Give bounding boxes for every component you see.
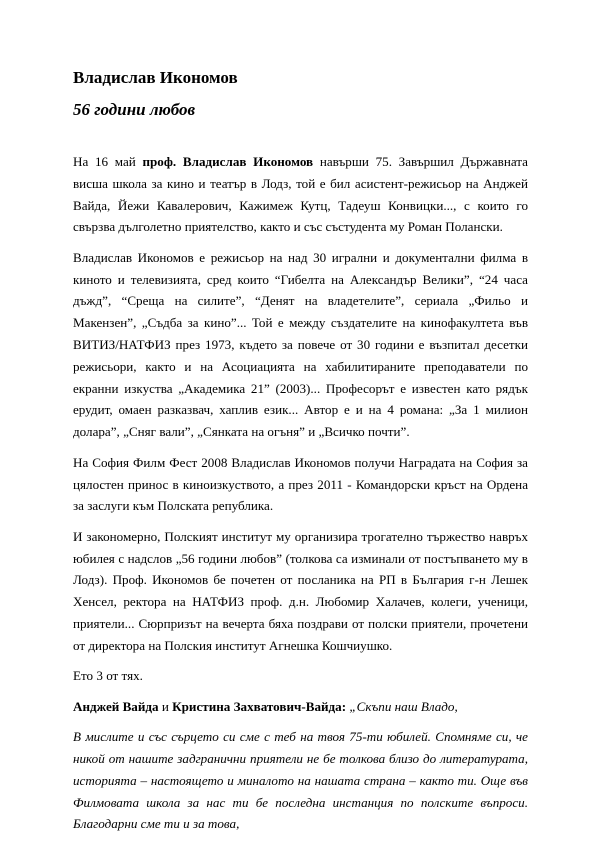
letter-text — [73, 726, 528, 835]
letter-greeting: „Скъпи наш Владо, — [346, 698, 458, 714]
letter-intro — [73, 696, 528, 718]
author-name: Владислав Икономов — [73, 68, 238, 87]
paragraph-career: Владислав Икономов е режисьор на над 30 игрални и документални филма в киното и телевизията, сред които “Гибелта на Александър Велики”, “24 часа дъжд”, “Среща на силите”, “Денят на владетелите”, сериала „Фильо и Макензен”, „Съдба за кино”... Той е между създателите на кинофакултета във ВИТИЗ/НАТФИЗ през 1973, където за повече от 30 години е възпитал десетки режисьори, както и на Асоциацията на хабилитираните преподаватели по екранни изкуства „Академика 21” (2003)... Професорът е известен като рядък ерудит, омаен разказвач, хаплив език... Автор е и на 4 романа: „За 1 милион долара”, „Сняг вали”, „Сянката на огъня” и „Всичко почти”. — [73, 249, 528, 440]
letter-author-1: Анджей Вайда — [73, 698, 159, 714]
paragraph-awards: На София Филм Фест 2008 Владислав Икономов получи Наградата на София за цялостен принос в киноизкуството, а през 2011 - Командорски кръст на Ордена за заслуги към Полската република. — [73, 454, 528, 514]
intro-rest: навърши 75. Завършил Държавната висша школа за кино и театър в Лодз, той е бил асистент-режисьор на Анджей Вайда, Йежи Кавалерович, Кажимеж Кутц, Тадеуш Конвицки..., с които го свързва дълголетно приятелство, както и със състудента му Роман Полански. — [73, 154, 528, 235]
letter-author-2: Кристина Захватович-Вайда: — [172, 698, 347, 714]
article-title: 56 години любов — [73, 100, 196, 119]
letter-text-content: В мислите и със сърцето си сме с теб на твоя 75-ти юбилей. Спомняме си, че никой от нашите задгранични приятели не бе толкова близо до литературата, историята – настоящето и миналото на нашата страна – както ти. Още във Филмовата школа за нас ти бе последна инстанция по полските въпроси. Благодарни сме ти и за това, — [73, 729, 528, 832]
letter-and: и — [158, 698, 173, 714]
article-body — [73, 151, 528, 844]
intro-lead: На 16 май — [73, 154, 143, 169]
paragraph-three-greetings: Ето 3 от тях. — [73, 668, 143, 684]
intro-name: проф. Владислав Икономов — [142, 154, 314, 169]
paragraph-intro — [73, 151, 528, 238]
paragraph-celebration: И закономерно, Полският институт му организира трогателно тържество навръх юбилея с надслов „56 години любов” (толкова са изминали от постъпването му в Лодз). Проф. Икономов бе почетен от посланика на РП в България г-н Лешек Хенсел, ректора на НАТФИЗ проф. д.н. Любомир Халачев, колеги, ученици, приятели... Сюрпризът на вечерта бяха поздрави от полски приятели, прочетени от директора на Полския институт Агнешка Кошчиушко. — [73, 528, 528, 653]
